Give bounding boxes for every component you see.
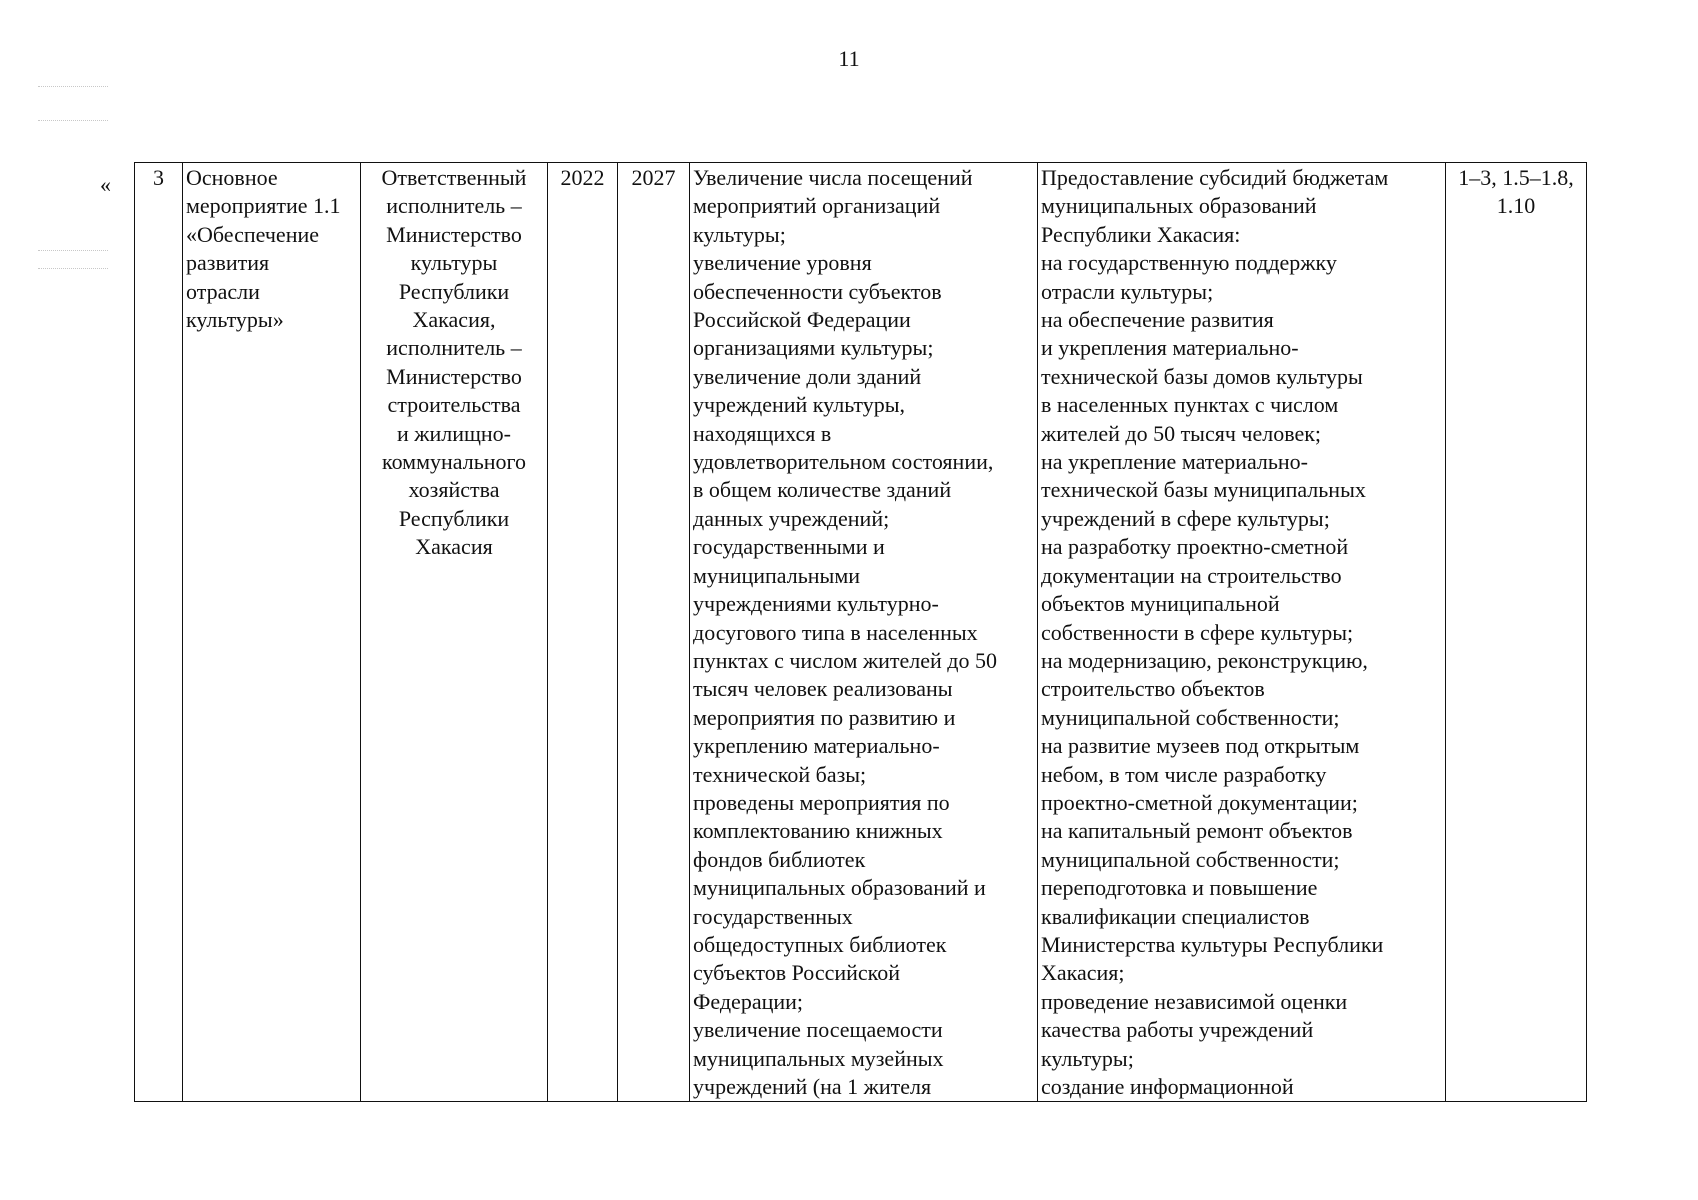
cell-text-line: муниципальными: [693, 562, 861, 588]
cell-text-line: субъектов Российской: [693, 960, 901, 986]
expected-results-cell: [690, 163, 1038, 1102]
cell-text-line: в населенных пунктах с числом: [1041, 392, 1339, 418]
cell-text-line: муниципальной собственности;: [1041, 846, 1340, 872]
cell-text-line: фондов библиотек: [693, 846, 866, 872]
year-end-cell: [618, 163, 690, 1102]
cell-text-line: мероприятия по развитию и: [693, 704, 956, 730]
cell-text-line: проведены мероприятия по: [693, 789, 950, 815]
cell-text-line: обеспеченности субъектов: [693, 278, 942, 304]
cell-text-line: хозяйства: [408, 477, 500, 503]
row-number: 3: [153, 165, 164, 190]
cell-text-line: строительства: [387, 392, 521, 418]
cell-text-line: Хакасия,: [412, 307, 496, 333]
cell-text-line: Министерство: [386, 221, 522, 247]
year-end: 2027: [631, 165, 676, 190]
cell-text-line: Министерства культуры Республики: [1041, 931, 1384, 957]
cell-text-line: создание информационной: [1041, 1074, 1294, 1099]
cell-text-line: на развитие музеев под открытым: [1041, 733, 1360, 759]
cell-text-line: организациями культуры;: [693, 335, 934, 361]
cell-text-line: Республики: [398, 505, 510, 531]
cell-text-line: муниципальных образований и: [693, 875, 986, 901]
cell-text-line: Увеличение числа посещений: [693, 165, 973, 190]
cell-text-line: на капитальный ремонт объектов: [1041, 818, 1353, 844]
program-table: [134, 162, 1587, 1102]
cell-text-line: Ответственный: [381, 165, 527, 190]
cell-text-line: государственными и: [693, 534, 885, 560]
cell-text-line: и укрепления материально-: [1041, 335, 1299, 361]
year-start: 2022: [560, 165, 605, 190]
cell-text-line: Российской Федерации: [693, 307, 911, 333]
cell-text-line: и жилищно-: [396, 420, 512, 446]
cell-text-line: общедоступных библиотек: [693, 931, 947, 957]
cell-text-line: строительство объектов: [1041, 676, 1265, 702]
cell-text-line: небом, в том числе разработку: [1041, 761, 1327, 787]
cell-text-line: документации на строительство: [1041, 562, 1342, 588]
cell-text-line: проведение независимой оценки: [1041, 988, 1348, 1014]
cell-text-line: 1–3, 1.5–1.8,: [1458, 165, 1574, 190]
cell-text-line: Республики: [398, 278, 510, 304]
cell-text-line: учреждений (на 1 жителя: [693, 1074, 932, 1099]
cell-text-line: культуры: [410, 250, 498, 276]
scan-artifact: [38, 250, 108, 257]
cell-text-line: мероприятие 1.1: [186, 193, 341, 219]
cell-text-line: жителей до 50 тысяч человек;: [1041, 420, 1322, 446]
cell-text-line: технической базы домов культуры: [1041, 363, 1363, 389]
cell-text-line: Республики Хакасия:: [1041, 221, 1241, 247]
cell-text-line: увеличение доли зданий: [693, 363, 922, 389]
cell-text-line: на разработку проектно-сметной: [1041, 534, 1349, 560]
cell-text-line: пунктах с числом жителей до 50: [693, 647, 998, 673]
cell-text-line: исполнитель –: [386, 193, 522, 219]
scan-artifact: [38, 120, 108, 127]
cell-text-line: муниципальной собственности;: [1041, 704, 1340, 730]
cell-text-line: удовлетворительном состоянии,: [693, 449, 994, 475]
cell-text-line: комплектованию книжных: [693, 818, 943, 844]
cell-text-line: Министерство: [386, 363, 522, 389]
cell-text-line: развития: [186, 250, 270, 276]
cell-text-line: переподготовка и повышение: [1041, 875, 1318, 901]
cell-text-line: объектов муниципальной: [1041, 591, 1280, 617]
cell-text-line: данных учреждений;: [693, 505, 890, 531]
cell-text-line: коммунального: [382, 449, 526, 475]
cell-text-line: мероприятий организаций: [693, 193, 941, 219]
cell-text-line: культуры;: [693, 221, 786, 247]
cell-text-line: на государственную поддержку: [1041, 250, 1337, 276]
opening-quote-mark: «: [100, 172, 111, 197]
cell-text-line: учреждений культуры,: [693, 392, 905, 418]
year-start-cell: [548, 163, 618, 1102]
cell-text-line: отрасли культуры;: [1041, 278, 1214, 304]
main-directions-cell: [1038, 163, 1446, 1102]
cell-text-line: культуры;: [1041, 1045, 1134, 1071]
cell-text-line: муниципальных музейных: [693, 1045, 944, 1071]
cell-text-line: на обеспечение развития: [1041, 307, 1274, 333]
cell-text-line: государственных: [693, 903, 853, 929]
cell-text-line: учреждениями культурно-: [693, 591, 939, 617]
indicators-cell: [1446, 163, 1587, 1102]
cell-text-line: Хакасия;: [1041, 960, 1125, 986]
cell-text-line: Предоставление субсидий бюджетам: [1041, 165, 1389, 190]
cell-text-line: находящихся в: [693, 420, 832, 446]
scan-artifact: [38, 86, 108, 93]
page-number: 11: [838, 46, 860, 71]
cell-text-line: Хакасия: [415, 534, 493, 560]
cell-text-line: Федерации;: [693, 988, 804, 1014]
cell-text-line: собственности в сфере культуры;: [1041, 619, 1354, 645]
cell-text-line: отрасли: [186, 278, 260, 304]
cell-text-line: увеличение уровня: [693, 250, 872, 276]
cell-text-line: увеличение посещаемости: [693, 1017, 943, 1043]
cell-text-line: исполнитель –: [386, 335, 522, 361]
cell-text-line: учреждений в сфере культуры;: [1041, 505, 1330, 531]
event-name-cell: [183, 163, 361, 1102]
cell-text-line: на укрепление материально-: [1041, 449, 1309, 475]
cell-text-line: «Обеспечение: [186, 221, 319, 247]
cell-text-line: тысяч человек реализованы: [693, 676, 953, 702]
scan-artifact: [38, 268, 108, 275]
cell-text-line: муниципальных образований: [1041, 193, 1317, 219]
cell-text-line: технической базы муниципальных: [1041, 477, 1366, 503]
cell-text-line: технической базы;: [693, 761, 867, 787]
cell-text-line: на модернизацию, реконструкцию,: [1041, 647, 1368, 673]
cell-text-line: досугового типа в населенных: [693, 619, 978, 645]
cell-text-line: Основное: [186, 165, 278, 190]
executor-cell: [361, 163, 548, 1102]
cell-text-line: укреплению материально-: [693, 733, 940, 759]
row-number-cell: [135, 163, 183, 1102]
cell-text-line: культуры»: [186, 307, 284, 333]
cell-text-line: 1.10: [1496, 193, 1536, 219]
cell-text-line: качества работы учреждений: [1041, 1017, 1314, 1043]
cell-text-line: в общем количестве зданий: [693, 477, 952, 503]
cell-text-line: квалификации специалистов: [1041, 903, 1310, 929]
cell-text-line: проектно-сметной документации;: [1041, 789, 1358, 815]
table-row: [135, 163, 1587, 1102]
